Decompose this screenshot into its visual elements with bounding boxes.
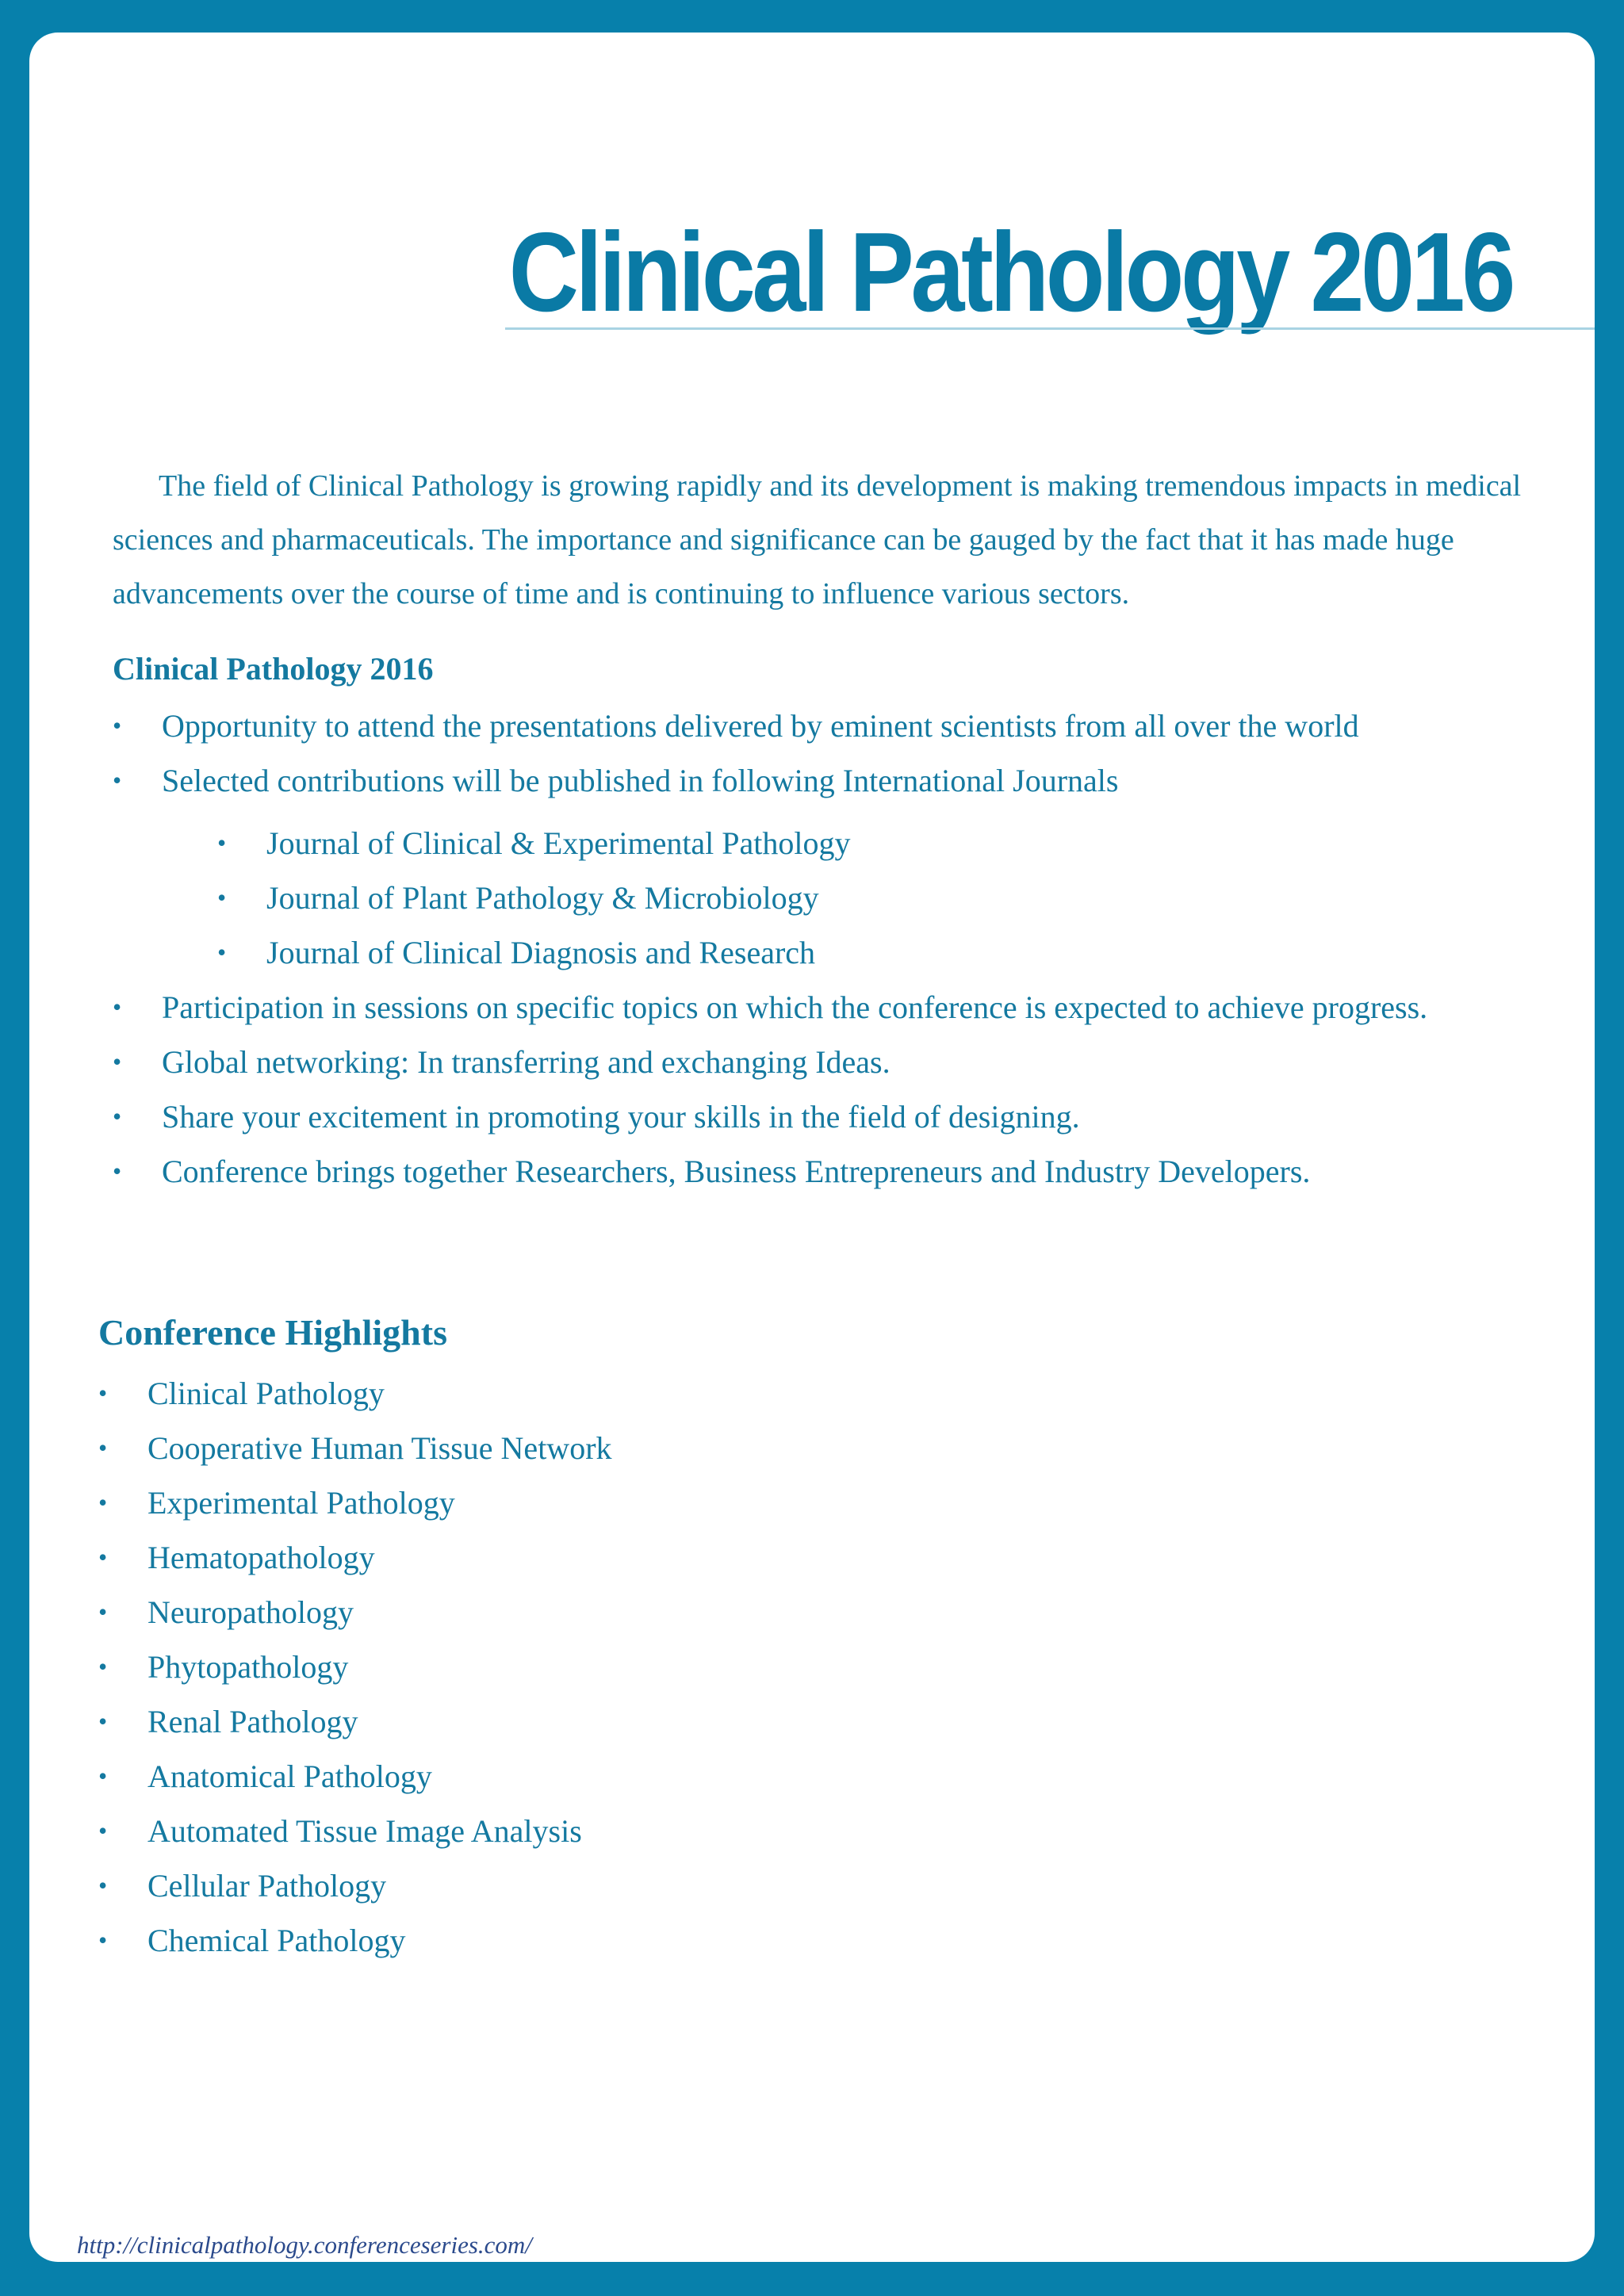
bullet-icon: • — [113, 766, 122, 794]
bullet-icon: • — [113, 1047, 122, 1076]
highlight-item — [98, 1585, 891, 1640]
title-divider — [505, 327, 1595, 330]
bullet-icon: • — [113, 993, 122, 1021]
list-item — [113, 1089, 1580, 1144]
highlight-item — [98, 1640, 891, 1694]
list-item-text: Global networking: In transferring and exchanging Ideas. — [162, 1044, 891, 1080]
highlight-text: Anatomical Pathology — [147, 1758, 432, 1794]
highlight-item — [98, 1913, 891, 1968]
highlight-text: Neuropathology — [147, 1594, 354, 1630]
highlight-text: Automated Tissue Image Analysis — [147, 1813, 582, 1849]
bullet-icon: • — [98, 1871, 108, 1900]
journal-name: Journal of Plant Pathology & Microbiology — [266, 880, 819, 916]
list-item — [113, 1035, 1580, 1089]
bullet-icon: • — [98, 1598, 108, 1626]
journal-item — [217, 871, 1580, 925]
section-subheading: Clinical Pathology 2016 — [113, 651, 434, 687]
list-item — [113, 753, 1580, 808]
highlight-item — [98, 1694, 891, 1749]
highlight-item — [98, 1749, 891, 1804]
list-item — [113, 980, 1580, 1035]
highlight-text: Chemical Pathology — [147, 1923, 406, 1958]
intro-paragraph: The field of Clinical Pathology is growing rapidly and its development is making tremendous impacts in medical sciences and pharmaceuticals. The importance and significance can be gauged by the fact that it has made huge advancements over the course of time and is continuing to influence various sectors. — [113, 469, 1522, 610]
highlight-text: Experimental Pathology — [147, 1485, 455, 1521]
bullet-icon: • — [98, 1816, 108, 1845]
bullet-icon: • — [98, 1652, 108, 1681]
highlights-list — [98, 1366, 891, 1968]
highlight-text: Cooperative Human Tissue Network — [147, 1430, 612, 1466]
bullet-icon: • — [98, 1762, 108, 1790]
highlight-text: Hematopathology — [147, 1540, 375, 1575]
bullet-icon: • — [98, 1543, 108, 1571]
bullet-icon: • — [113, 1102, 122, 1131]
highlight-item — [98, 1421, 891, 1475]
journals-container — [113, 816, 1580, 980]
bullet-icon: • — [217, 828, 227, 857]
footer-url-link[interactable]: http://clinicalpathology.conferenceseries.com/ — [77, 2231, 532, 2259]
highlight-text: Renal Pathology — [147, 1704, 358, 1739]
document-page — [29, 33, 1595, 2262]
bullet-icon: • — [113, 1157, 122, 1185]
page-title: Clinical Pathology 2016 — [508, 209, 1512, 335]
highlight-item — [98, 1475, 891, 1530]
highlight-item — [98, 1530, 891, 1585]
bullet-icon: • — [113, 711, 122, 740]
list-item-text: Conference brings together Researchers, Business Entrepreneurs and Industry Developers. — [162, 1154, 1311, 1189]
highlight-text: Phytopathology — [147, 1649, 349, 1685]
list-item-text: Selected contributions will be published in following International Journals — [162, 763, 1119, 798]
bullet-icon: • — [98, 1707, 108, 1735]
list-item-text: Opportunity to attend the presentations delivered by eminent scientists from all over the world — [162, 708, 1359, 744]
highlight-text: Cellular Pathology — [147, 1868, 387, 1904]
journals-list — [113, 816, 1580, 980]
highlights-heading: Conference Highlights — [98, 1312, 447, 1353]
list-item-text: Share your excitement in promoting your skills in the field of designing. — [162, 1099, 1080, 1135]
bullet-icon: • — [98, 1433, 108, 1462]
highlight-text: Clinical Pathology — [147, 1376, 385, 1411]
bullet-icon: • — [217, 883, 227, 912]
highlight-item — [98, 1804, 891, 1858]
list-item — [113, 1144, 1580, 1199]
journal-name: Journal of Clinical Diagnosis and Research — [266, 935, 816, 970]
list-item — [113, 698, 1580, 753]
journal-item — [217, 925, 1580, 980]
bullet-icon: • — [98, 1488, 108, 1517]
benefits-list — [113, 698, 1580, 1199]
highlight-item — [98, 1858, 891, 1913]
journal-name: Journal of Clinical & Experimental Pathology — [266, 825, 851, 861]
bullet-icon: • — [217, 938, 227, 966]
bullet-icon: • — [98, 1379, 108, 1407]
list-item-text: Participation in sessions on specific topics on which the conference is expected to achieve progress. — [162, 989, 1428, 1025]
journal-item — [217, 816, 1580, 871]
highlight-item — [98, 1366, 891, 1421]
bullet-icon: • — [98, 1926, 108, 1954]
